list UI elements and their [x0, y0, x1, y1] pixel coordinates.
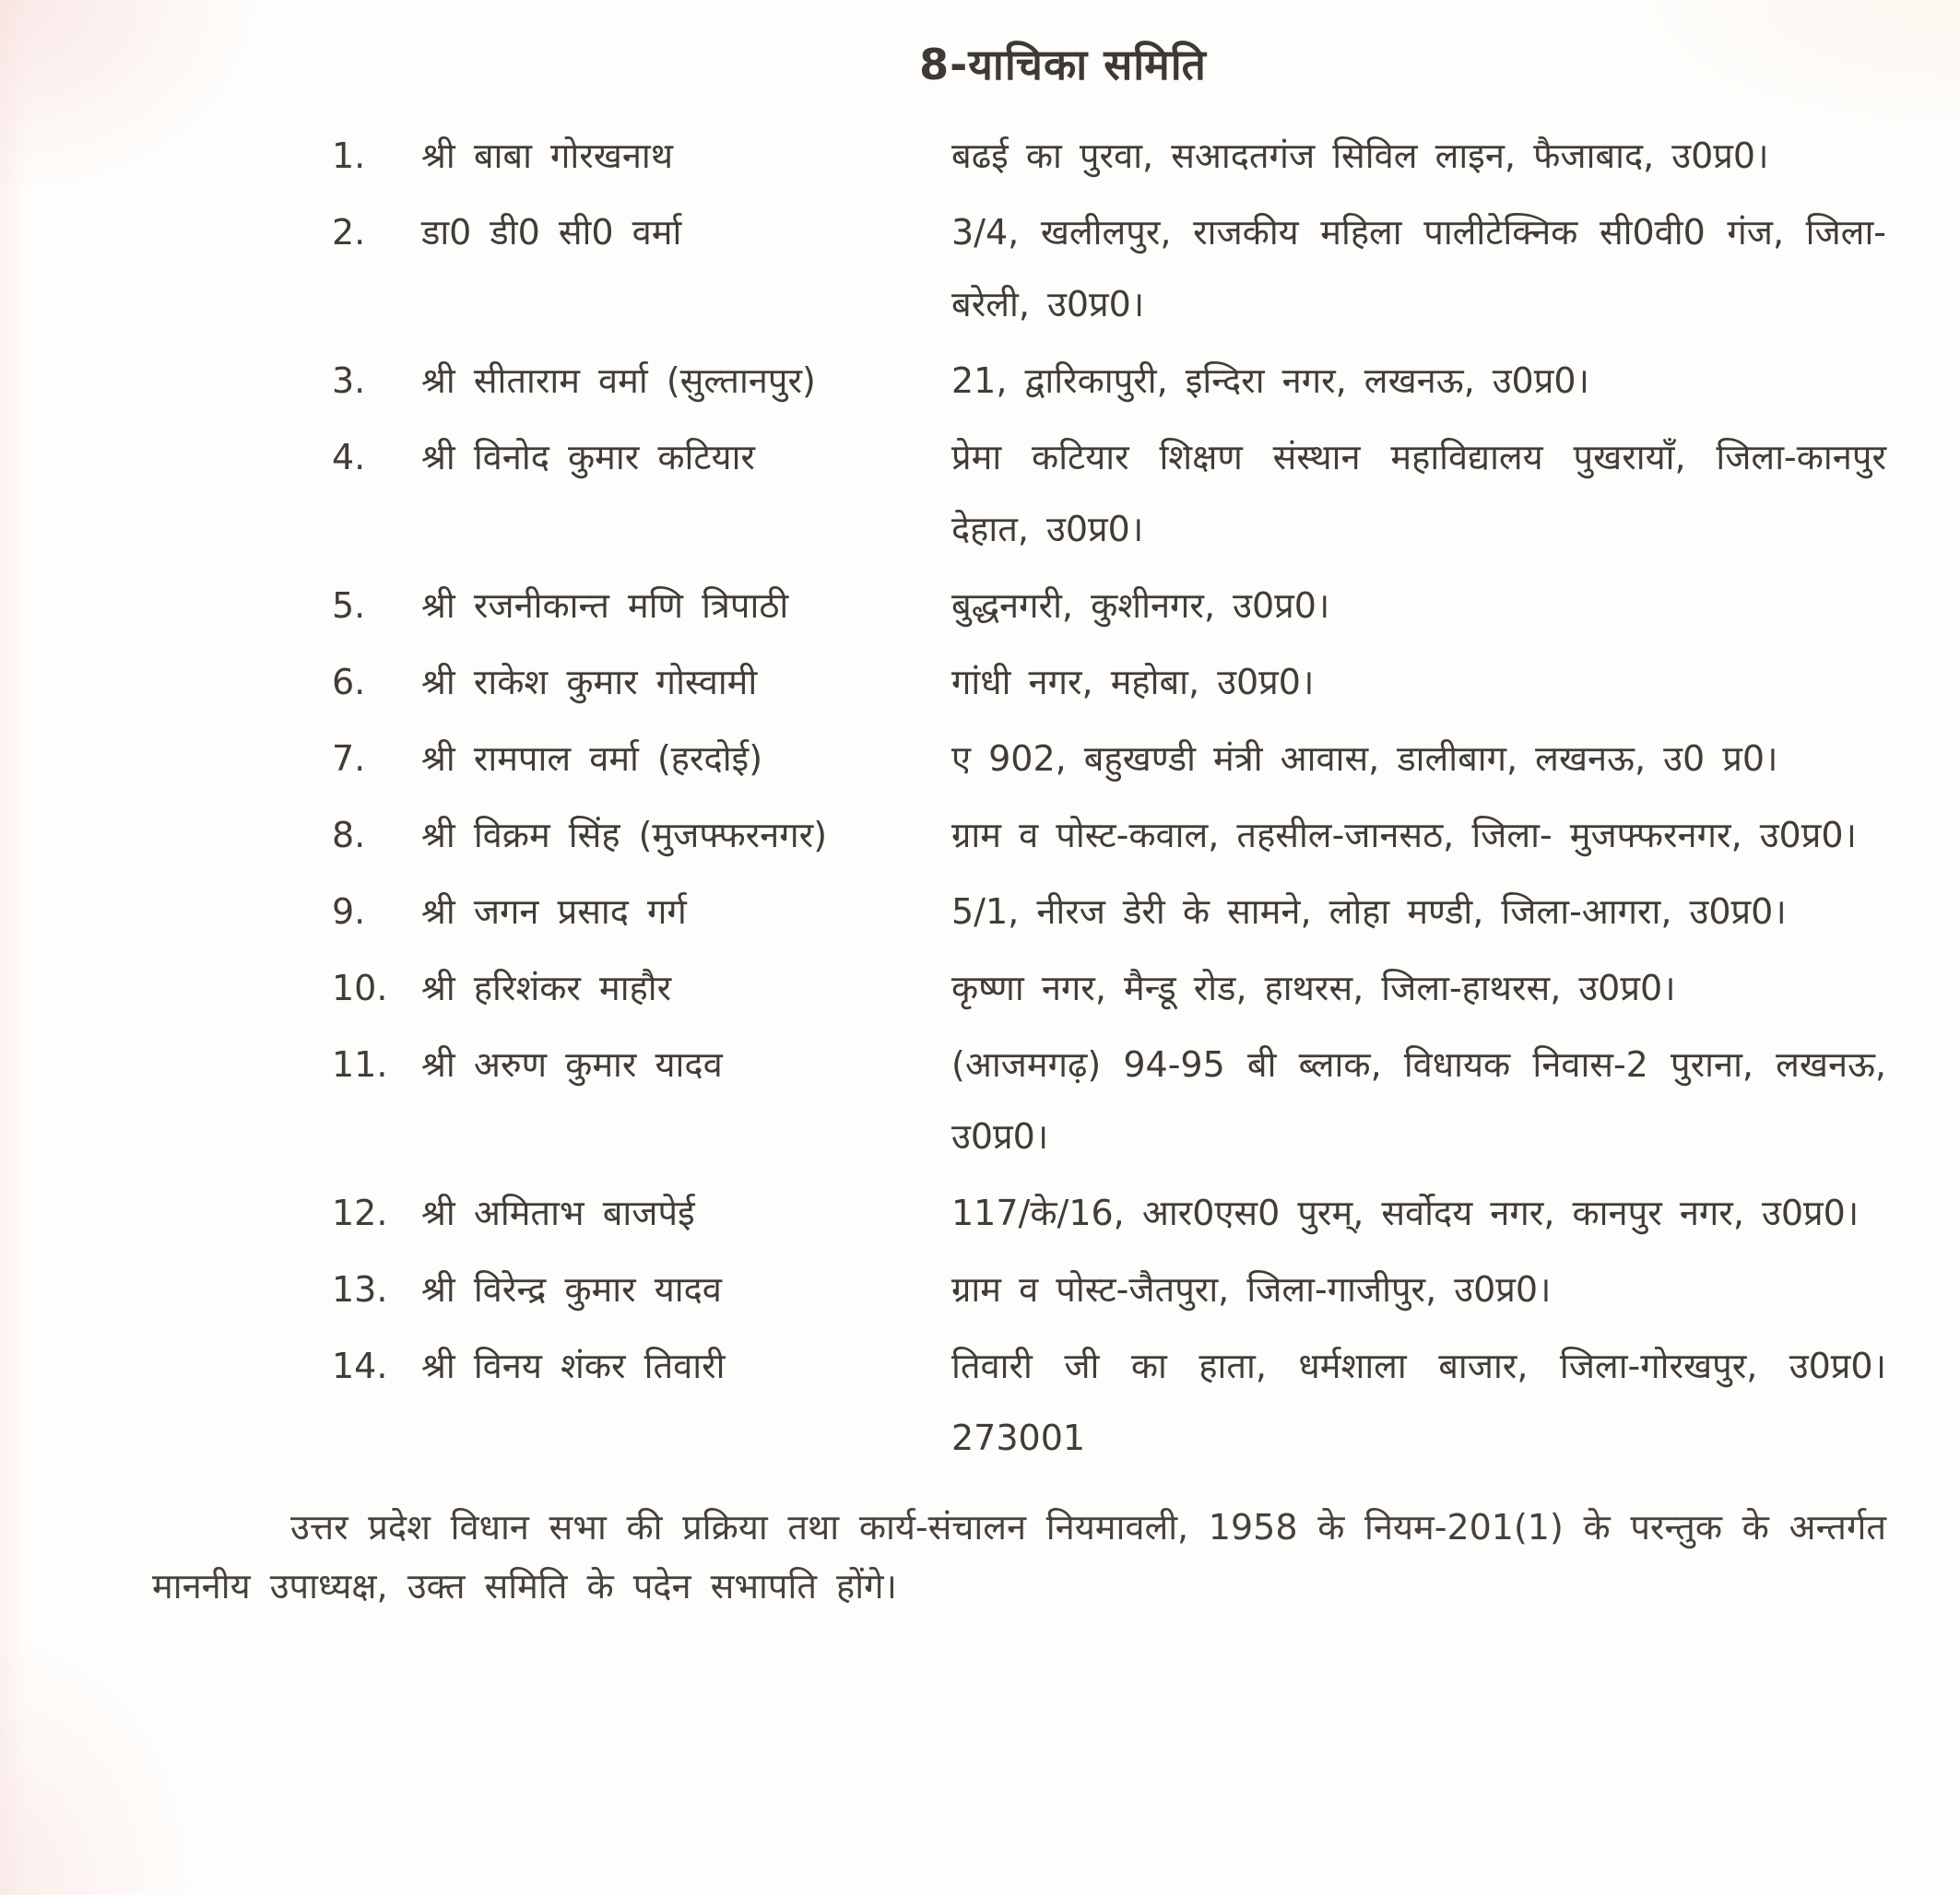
- member-number: 10.: [332, 968, 388, 1008]
- member-row: [0, 421, 1960, 565]
- member-address: प्रेमा कटियार शिक्षण संस्थान महाविद्यालय पुखरायाँ, जिला-कानपुर देहात, उ0प्र0।: [951, 437, 1886, 549]
- committee-title: 8-याचिका समिति: [919, 40, 1207, 89]
- member-number: 1.: [332, 135, 366, 176]
- member-list: [0, 120, 1960, 1474]
- member-row: [0, 196, 1960, 340]
- footer-note: उत्तर प्रदेश विधान सभा की प्रक्रिया तथा कार्य-संचालन नियमावली, 1958 के नियम-201(1) के परन्तुक के अन्तर्गत माननीय उपाध्यक्ष, उक्त समिति के पदेन सभापति होंगे।: [152, 1507, 1886, 1607]
- member-address: 21, द्वारिकापुरी, इन्दिरा नगर, लखनऊ, उ0प्र0।: [951, 360, 1589, 401]
- member-name: श्री हरिशंकर माहौर: [421, 968, 672, 1008]
- member-number: 2.: [332, 212, 366, 253]
- member-number: 13.: [332, 1269, 388, 1310]
- member-address: ग्राम व पोस्ट-कवाल, तहसील-जानसठ, जिला- मुजफ्फरनगर, उ0प्र0।: [951, 815, 1857, 855]
- member-address: बुद्धनगरी, कुशीनगर, उ0प्र0।: [951, 585, 1330, 626]
- member-row: [0, 646, 1960, 718]
- member-address: तिवारी जी का हाता, धर्मशाला बाजार, जिला-गोरखपुर, उ0प्र0। 273001: [951, 1346, 1886, 1458]
- member-row: [0, 723, 1960, 794]
- member-number: 7.: [332, 738, 366, 779]
- member-number: 8.: [332, 815, 366, 855]
- member-row: [0, 799, 1960, 871]
- member-row: [0, 1254, 1960, 1325]
- member-name: श्री रजनीकान्त मणि त्रिपाठी: [421, 585, 789, 626]
- member-address: ए 902, बहुखण्डी मंत्री आवास, डालीबाग, लखनऊ, उ0 प्र0।: [951, 738, 1778, 779]
- member-address: 117/के/16, आर0एस0 पुरम्, सर्वोदय नगर, कानपुर नगर, उ0प्र0।: [951, 1193, 1860, 1233]
- member-row: [0, 345, 1960, 417]
- member-number: 11.: [332, 1044, 388, 1085]
- member-name: श्री विक्रम सिंह (मुजफ्फरनगर): [421, 815, 828, 855]
- member-name: श्री विरेन्द्र कुमार यादव: [421, 1269, 722, 1310]
- member-number: 9.: [332, 891, 366, 932]
- member-address: 5/1, नीरज डेरी के सामने, लोहा मण्डी, जिला-आगरा, उ0प्र0।: [951, 891, 1787, 932]
- member-row: [0, 120, 1960, 192]
- member-number: 4.: [332, 437, 366, 477]
- member-address: गांधी नगर, महोबा, उ0प्र0।: [951, 662, 1315, 702]
- member-row: [0, 570, 1960, 641]
- member-number: 3.: [332, 360, 366, 401]
- member-row: [0, 876, 1960, 948]
- member-name: श्री सीताराम वर्मा (सुल्तानपुर): [421, 360, 816, 401]
- member-name: श्री रामपाल वर्मा (हरदोई): [421, 738, 763, 779]
- member-address: ग्राम व पोस्ट-जैतपुरा, जिला-गाजीपुर, उ0प्र0।: [951, 1269, 1552, 1310]
- member-name: श्री विनोद कुमार कटियार: [421, 437, 755, 477]
- member-address: बढई का पुरवा, सआदतगंज सिविल लाइन, फैजाबाद, उ0प्र0।: [951, 135, 1769, 176]
- member-name: श्री अमिताभ बाजपेई: [421, 1193, 695, 1233]
- member-number: 5.: [332, 585, 366, 626]
- member-name: डा0 डी0 सी0 वर्मा: [421, 212, 682, 253]
- member-address: (आजमगढ़) 94-95 बी ब्लाक, विधायक निवास-2 पुराना, लखनऊ, उ0प्र0।: [951, 1044, 1886, 1157]
- member-name: श्री अरुण कुमार यादव: [421, 1044, 723, 1085]
- member-name: श्री जगन प्रसाद गर्ग: [421, 891, 687, 932]
- member-number: 12.: [332, 1193, 388, 1233]
- member-number: 14.: [332, 1346, 388, 1386]
- member-row: [0, 1029, 1960, 1172]
- member-address: कृष्णा नगर, मैन्डू रोड, हाथरस, जिला-हाथरस, उ0प्र0।: [951, 968, 1676, 1008]
- member-name: श्री राकेश कुमार गोस्वामी: [421, 662, 758, 702]
- member-number: 6.: [332, 662, 366, 702]
- member-row: [0, 1177, 1960, 1249]
- member-name: श्री विनय शंकर तिवारी: [421, 1346, 726, 1386]
- member-row: [0, 952, 1960, 1024]
- member-name: श्री बाबा गोरखनाथ: [421, 135, 674, 176]
- member-address: 3/4, खलीलपुर, राजकीय महिला पालीटेक्निक सी0वी0 गंज, जिला-बरेली, उ0प्र0।: [951, 212, 1886, 324]
- member-row: [0, 1330, 1960, 1474]
